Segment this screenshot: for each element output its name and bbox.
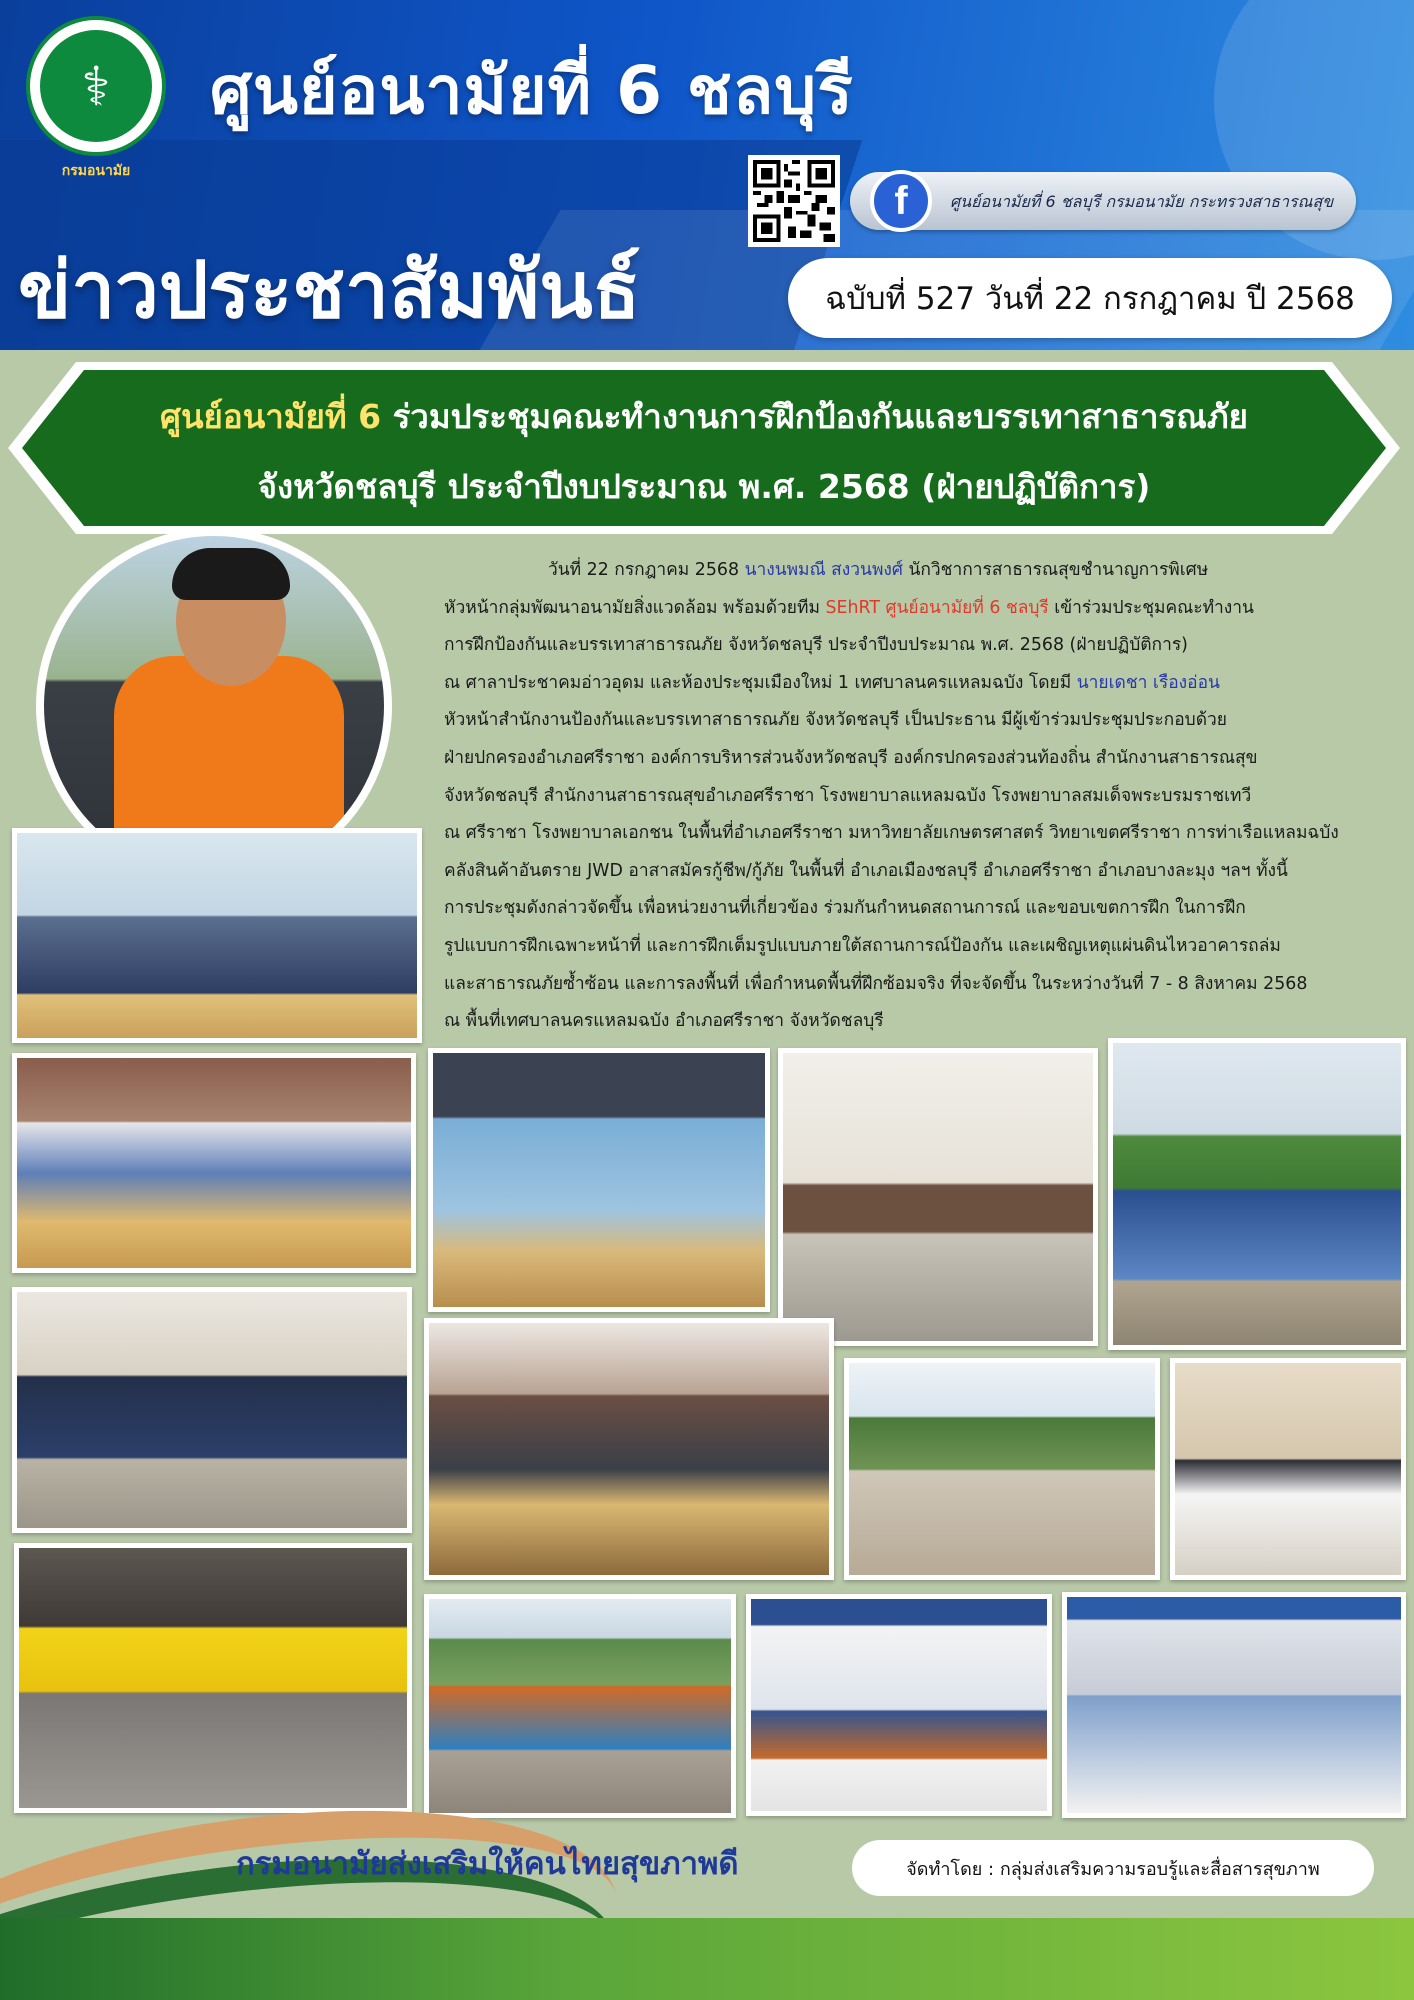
article-line: การประชุมดังกล่าวจัดขึ้น เพื่อหน่วยงานที่เกี่ยวข้อง ร่วมกันกำหนดสถานการณ์ และขอบเขตการฝึก ในการฝึก bbox=[444, 898, 1246, 919]
article-line: ณ ศรีราชา โรงพยาบาลเอกชน ในพื้นที่อำเภอศรีราชา มหาวิทยาลัยเกษตรศาสตร์ วิทยาเขตศรีราชา การท่าเรือแหลมฉบัง bbox=[444, 823, 1339, 844]
article-text: ณ ศาลาประชาคมอ่าวอุดม และห้องประชุมเมืองใหม่ 1 เทศบาลนครแหลมฉบัง โดยมี bbox=[444, 672, 1077, 693]
center-title: ศูนย์อนามัยที่ 6 ชลบุรี bbox=[210, 52, 854, 129]
article-line: ฝ่ายปกครองอำเภอศรีราชา องค์การบริหารส่วนจังหวัดชลบุรี องค์กรปกครองส่วนท้องถิ่น สำนักงานสาธารณสุข bbox=[444, 747, 1258, 768]
article-line: หัวหน้าสำนักงานป้องกันและบรรเทาสาธารณภัย จังหวัดชลบุรี เป็นประธาน มีผู้เข้าร่วมประชุมประกอบด้วย bbox=[444, 710, 1227, 731]
person-name: นางนพมณี สงวนพงศ์ bbox=[744, 560, 903, 580]
article-text: หัวหน้ากลุ่มพัฒนาอนามัยสิ่งแวดล้อม พร้อมด้วยทีม bbox=[444, 597, 826, 618]
headline-highlight: ศูนย์อนามัยที่ 6 bbox=[160, 397, 382, 436]
article-line bbox=[444, 590, 1394, 628]
facebook-icon[interactable]: f bbox=[870, 170, 932, 232]
facebook-page-name[interactable]: ศูนย์อนามัยที่ 6 ชลบุรี กรมอนามัย กระทรวงสาธารณสุข bbox=[950, 192, 1334, 211]
issue-info: ฉบับที่ 527 วันที่ 22 กรกฎาคม ปี 2568 bbox=[788, 258, 1392, 338]
article-line: ณ พื้นที่เทศบาลนครแหลมฉบัง อำเภอศรีราชา จังหวัดชลบุรี bbox=[444, 1011, 884, 1032]
headline-banner bbox=[6, 358, 1402, 538]
headline-line-1 bbox=[6, 390, 1402, 443]
photo-stretcher-drill bbox=[14, 1543, 412, 1813]
photo-hall-inspection bbox=[778, 1048, 1098, 1346]
footer-credit: จัดทำโดย : กลุ่มส่งเสริมความรอบรู้และสื่อสารสุขภาพ bbox=[852, 1840, 1374, 1896]
article-line: และสาธารณภัยซ้ำซ้อน และการลงพื้นที่ เพื่อกำหนดพื้นที่ฝึกซ้อมจริง ที่จะจัดขึ้น ในระหว่างวันที่ 7 - 8 สิงหาคม 2568 bbox=[444, 973, 1308, 994]
footer-slogan: กรมอนามัยส่งเสริมให้คนไทยสุขภาพดี bbox=[236, 1846, 739, 1882]
team-name: SEhRT ศูนย์อนามัยที่ 6 ชลบุรี bbox=[825, 597, 1049, 618]
article-line: รูปแบบการฝึกเฉพาะหน้าที่ และการฝึกเต็มรูปแบบภายใต้สถานการณ์ป้องกัน และเผชิญเหตุแผ่นดินไหวอาคารถล่ม bbox=[444, 935, 1281, 956]
article-text: วันที่ 22 กรกฎาคม 2568 bbox=[548, 560, 745, 580]
photo-rubble-inspection bbox=[424, 1594, 736, 1818]
photo-training-schedule bbox=[746, 1594, 1052, 1816]
photo-rubble-site bbox=[844, 1358, 1160, 1580]
photo-field-group bbox=[12, 1287, 412, 1533]
photo-restroom bbox=[1170, 1358, 1406, 1580]
article-line: คลังสินค้าอันตราย JWD อาสาสมัครกู้ชีพ/กู้ภัย ในพื้นที่ อำเภอเมืองชลบุรี อำเภอศรีราชา อำเภอบางละมุง ฯลฯ ทั้งนี้ bbox=[444, 860, 1288, 881]
qr-code[interactable] bbox=[748, 155, 840, 247]
ministry-logo bbox=[26, 16, 166, 156]
person-name: นายเดชา เรืองอ่อน bbox=[1076, 672, 1220, 693]
photo-outdoor-crowd bbox=[1108, 1038, 1406, 1350]
article-body bbox=[444, 552, 1394, 1041]
footer bbox=[0, 1800, 1414, 2000]
header bbox=[0, 0, 1414, 350]
logo-caption: กรมอนามัย bbox=[61, 163, 131, 179]
photo-field-hospital bbox=[1062, 1592, 1406, 1818]
qr-code-icon bbox=[753, 160, 835, 242]
article-line bbox=[444, 665, 1394, 703]
photo-long-table-meeting bbox=[424, 1318, 834, 1580]
person-hair bbox=[172, 548, 290, 600]
article-line bbox=[444, 552, 1394, 590]
news-title: ข่าวประชาสัมพันธ์ bbox=[18, 246, 641, 336]
caduceus-icon: ⚕ bbox=[40, 30, 152, 142]
article-text: นักวิชาการสาธารณสุขชำนาญการพิเศษ bbox=[902, 560, 1209, 580]
article-line: การฝึกป้องกันและบรรเทาสาธารณภัย จังหวัดชลบุรี ประจำปีงบประมาณ พ.ศ. 2568 (ฝ่ายปฏิบัติการ) bbox=[444, 635, 1188, 656]
photo-head-table bbox=[12, 828, 422, 1043]
headline-line-1-text: ร่วมประชุมคณะทำงานการฝึกป้องกันและบรรเทาสาธารณภัย bbox=[381, 397, 1248, 436]
photo-meeting-room bbox=[12, 1053, 416, 1273]
article-line: จังหวัดชลบุรี สำนักงานสาธารณสุขอำเภอศรีราชา โรงพยาบาลแหลมฉบัง โรงพยาบาลสมเด็จพระบรมราชเทวี bbox=[444, 785, 1252, 806]
footer-band bbox=[0, 1918, 1414, 2000]
headline-line-2: จังหวัดชลบุรี ประจำปีงบประมาณ พ.ศ. 2568 (ฝ่ายปฏิบัติการ) bbox=[257, 467, 1151, 506]
article-text: เข้าร่วมประชุมคณะทำงาน bbox=[1048, 597, 1254, 618]
photo-two-officers bbox=[428, 1048, 770, 1312]
